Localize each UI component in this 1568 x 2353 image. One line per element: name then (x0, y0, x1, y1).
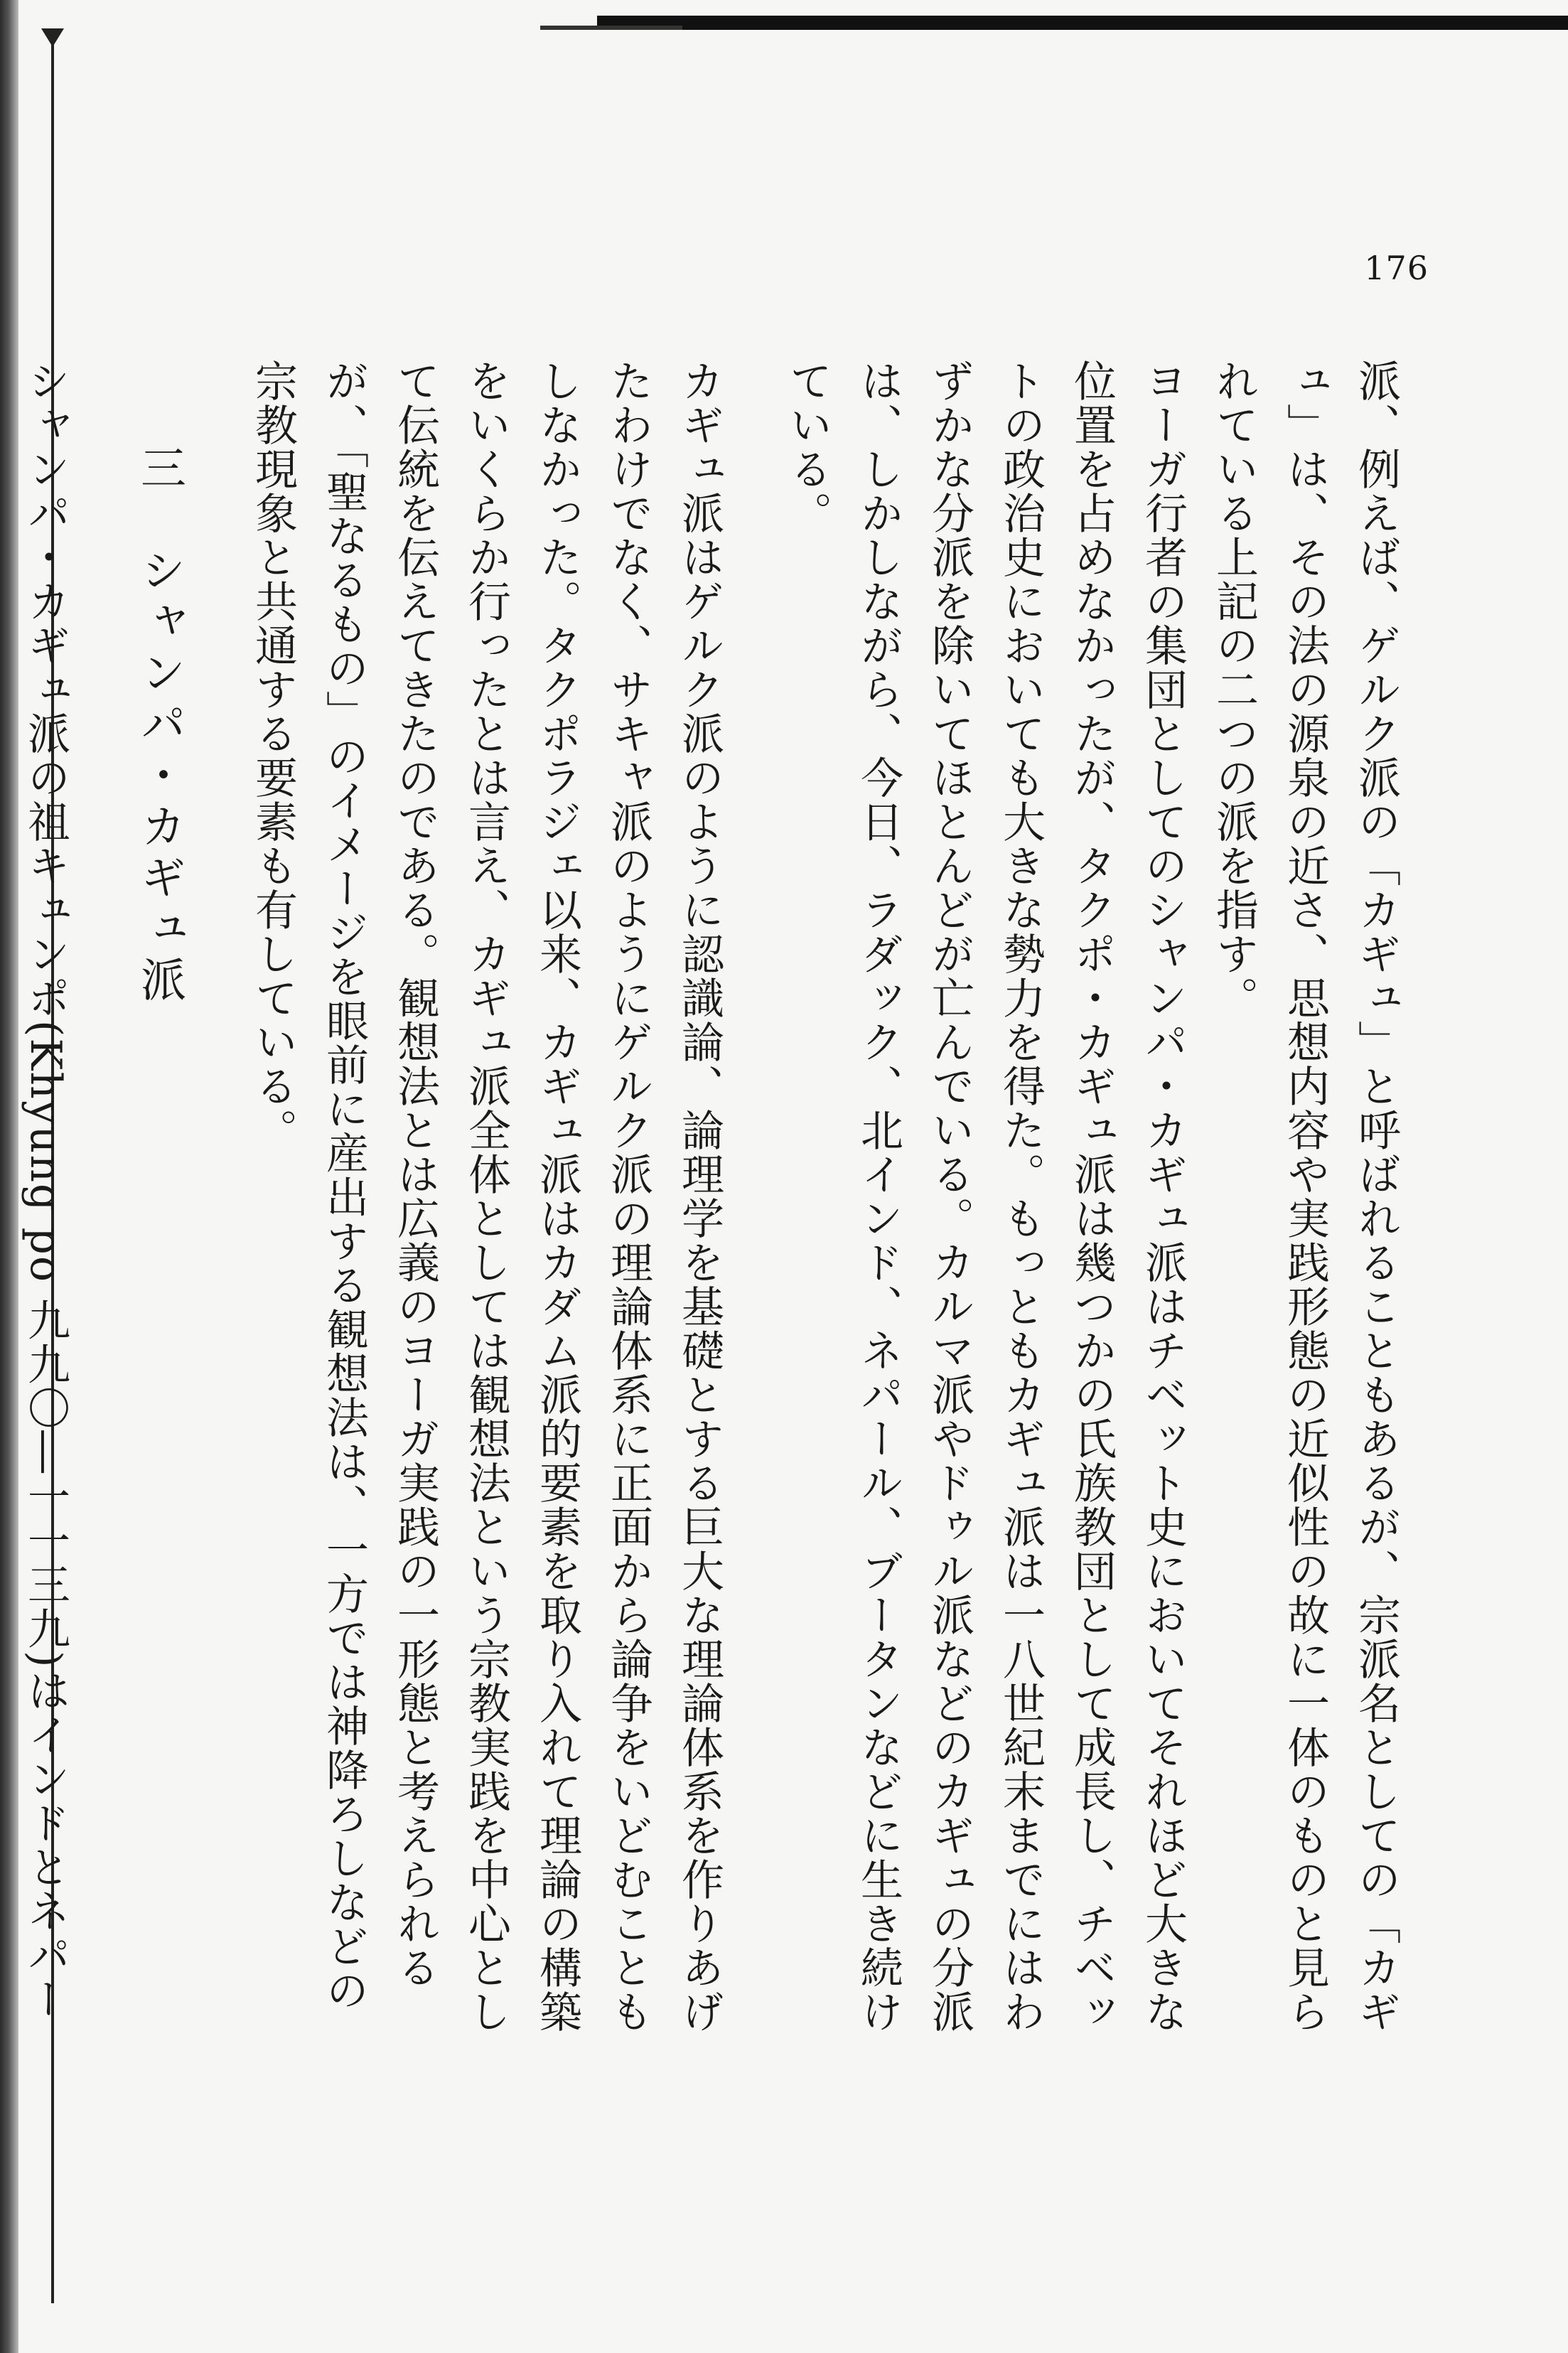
paragraph-3: カギュ派はゲルク派のように認識論、論理学を基礎とする巨大な理論体系を作りあげたわけでなく、サキャ派のようにゲルク派の理論体系に正面から論争をいどむこともしなかった。タクポラジェ以来、カギュ派はカダム派的要素を取り入れて理論の構築をいくらか行ったとは言え、カギュ派全体としては観想法という宗教実践を中心として伝統を伝えてきたのである。観想法とは広義のヨーガ実践の一形態と考えられるが、「聖なるもの」のイメージを眼前に産出する観想法は、一方では神降ろしなどの宗教現象と共通する要素も有している。 (248, 359, 724, 2034)
scan-top-edge-shadow (540, 26, 682, 30)
scan-top-edge (597, 16, 1568, 30)
paragraph-1: 派、例えば、ゲルク派の「カギュ」と呼ばれることもあるが、宗派名としての「カギュ」は、その法の源泉の近さ、思想内容や実践形態の近似性の故に一体のものと見られている上記の二つの派を指す。 (1209, 359, 1401, 2034)
page-number: 176 (1364, 249, 1429, 287)
paragraph-4: シャンパ・カギュ派の祖キュンポ(Khyung po 九九〇―一一三九)はインドとネパー (21, 359, 70, 2022)
body-text (21, 359, 1412, 2037)
section-heading: 三 シャンパ・カギュ派 (133, 444, 186, 1007)
binding-marker (41, 28, 64, 47)
paragraph-2: ヨーガ行者の集団としてのシャンパ・カギュ派はチベット史においてそれほど大きな位置を占めなかったが、タクポ・カギュ派は幾つかの氏族教団として成長し、チベットの政治史においても大きな勢力を得た。もっともカギュ派は一八世紀末までにはわずかな分派を除いてほとんどが亡んでいる。カルマ派やドゥル派などのカギュの分派は、しかしながら、今日、ラダック、北インド、ネパール、ブータンなどに生き続けている。 (783, 359, 1188, 2034)
